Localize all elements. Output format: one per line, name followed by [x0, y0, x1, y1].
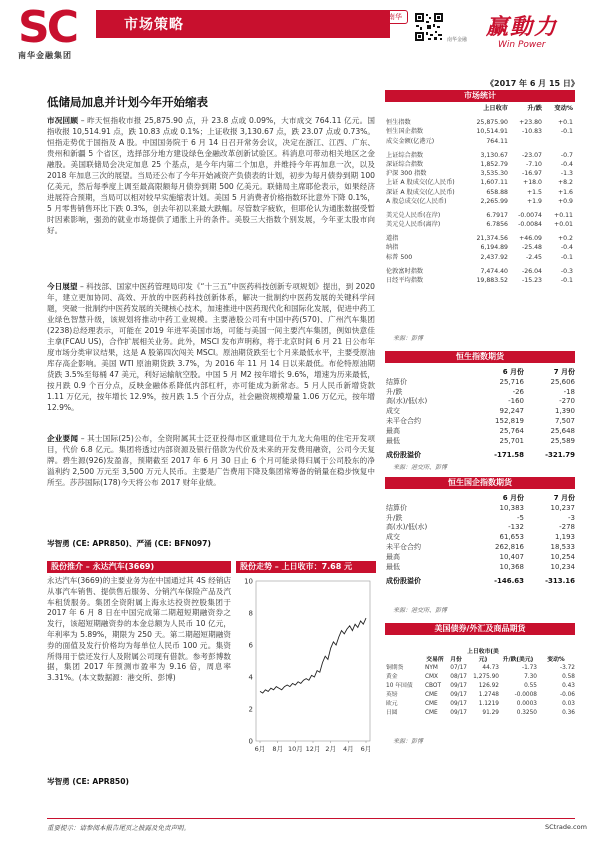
table-cell: 25,716 [499, 377, 524, 386]
table-row [386, 709, 575, 718]
y-tick-label: 8 [248, 609, 253, 618]
table-cell: -0.7 [560, 151, 573, 159]
table-row [386, 691, 575, 700]
x-tick-label: 6月 [360, 745, 372, 753]
table-cell: -16.97 [522, 170, 542, 178]
table-cell: 成份股溢价 [386, 577, 421, 586]
y-tick-label: 2 [248, 705, 253, 714]
table-cell: 07/17 [450, 665, 467, 671]
table-cell: -0.1 [560, 277, 573, 284]
table-cell: 6,194.89 [480, 244, 508, 252]
table-cell: 结算价 [386, 377, 407, 386]
hsi-futures-table [386, 368, 575, 461]
table-cell: 美元兑人民币(在岸) [386, 211, 441, 219]
table-cell: -160 [508, 397, 524, 406]
table-cell: +0.2 [557, 235, 573, 243]
premium-row [386, 577, 575, 587]
table-cell: 欧元 [386, 701, 398, 707]
table-cell: 日圆 [386, 710, 398, 716]
price-series-line [260, 618, 366, 693]
table-cell: 成交 [386, 407, 400, 416]
table-cell: -2.45 [525, 253, 542, 261]
table-cell: 09/17 [450, 710, 467, 716]
table-cell: -321.79 [545, 451, 575, 460]
table-row [386, 504, 575, 514]
table-cell: 126.92 [478, 683, 499, 689]
table-cell: 美元兑人民币(离岸) [386, 221, 441, 229]
table-cell: 道指 [386, 235, 399, 243]
outlook-text: – 科技部、国家中医药管理局印发《“十三五”中医药科技创新专项规划》提出，到 2020 年，建立更加协同、高效、开放的中医药科技创新体系，解决一批制约中医药发展的关键科学问题，突破一批制约中医药发展的关键核心技术，加速推进中医药现代化和国际化发展，促进中药工业绿色智慧升级，该规划将推动中药工业规模。主要港股公司有中国中药(570)、广州汽车集团(2238)总经理表示，可能在 2019 年进军美国市场，可能与美国一间主要汽车集团，例如快意佳主拿(FCAU US)，合作扩展相关业务。此外，MSCI 发布声明称，将于北京时间 6 月 21 日公布年度市场分类审议结果，这是 A 股第四次闯关 MSCI。原油期货跌至七个月来最低水平，主要受原油库存高企影响。美国 WTI 原油期货跌 3.7%，为 2016 年 11 月 14 日以来最低。布伦特原油期货跌 3.5%至每桶 47 美元，利好运输航空股。中国 5 月 M2 按年增长 9.6%，增速为历来最低，按月跌 0.9 个百分点，反映金融体系降低内部杠杆，亦可能成为新常态。5 月人民币新增贷款 1.11 万亿元，按年增长 12.9%，按月跌 1.5 个百分点，社会融资规模增量 1.06 万亿元，按年增 12.9%。 [47, 282, 376, 412]
table-cell: 0.55 [524, 683, 537, 689]
us-futures-table [386, 640, 575, 718]
column-header: 变动% [554, 105, 573, 112]
table-cell: -313.16 [545, 577, 575, 586]
table-cell: 3,535.30 [480, 170, 508, 178]
table-cell: CMX [425, 674, 439, 680]
y-tick-label: 6 [248, 641, 253, 650]
column-header [386, 104, 468, 113]
table-cell: 61,653 [499, 533, 524, 542]
table-row [386, 253, 575, 262]
column-header: 6 月份 [502, 494, 524, 502]
table-row [386, 243, 575, 252]
table-row [386, 664, 575, 673]
column-header: 变动% [547, 657, 565, 663]
plot-frame [256, 581, 370, 741]
footer-site-link[interactable]: SCtrade.com [545, 823, 587, 831]
table-cell: +0.01 [554, 221, 573, 229]
outlook-lead: 今日展望 [47, 282, 78, 291]
x-tick-label: 12月 [305, 745, 321, 753]
table-cell: -1.73 [522, 665, 537, 671]
futures-header-row [386, 494, 575, 504]
column-header: 月份 [450, 657, 462, 663]
corporate-news-text: – 其士国际(25)公布，全资附属其士泛亚投得市区重建局位于九龙大角咀的住宅开发项目，代价 6.8 亿元。集团将透过内部资源及银行借款为代价及未来的开发费用融资，公司今天复牌。碧生源(926)发盈喜，预期截至 2017 年 6 月 30 日止 6 个月可能录得归属于公司股东的净溢利约 2,500 万元至 3,500 万元人民币。主要是广告费用下降及集团常筹备的销量在稳步恢复中所至。莎莎国际(178)今天将公布 2017 财年业绩。 [47, 434, 375, 487]
table-cell: 7,507 [554, 416, 575, 425]
hsi-futures-source: 来源：港交所、彭博 [393, 464, 448, 471]
table-cell: -15.23 [522, 277, 542, 284]
table-cell: 44.73 [482, 665, 499, 671]
footer-disclaimer: 重要提示：请参阅本报告尾页之披露及免责声明。 [47, 824, 190, 832]
x-tick-label: 6月 [254, 745, 266, 753]
table-cell: 升/跌 [386, 387, 403, 396]
us-futures-source: 来源：彭博 [393, 738, 424, 745]
table-cell: -0.0084 [518, 221, 542, 229]
table-cell: 升/跌 [386, 513, 403, 522]
table-cell: 3,130.67 [480, 151, 508, 159]
stock-price-chart [236, 575, 376, 765]
stock-recommendation-text: 永达汽车(3669)的主要业务为在中国通过其 4S 经销店从事汽车销售、提供售后服务、分销汽车保险产品及汽车租赁服务。集团全资附属上海永达投资控股集团于 2017 年 6 月 8 日在中国完成第二期超短期融资券之发行，该超短期融资券的本金总额为人民币 10 亿元，年利率为 5.89%，期限为 250 天。第二期超短期融资券的面值及发行价格均为每单位人民币 100 元。集资所得用于偿还发行人及附属公司现有借款。参考彭博数据，集团 2017 年预测市盈率为 9.16 倍，周息率 3.31%。(本文数据源：港交所、彭博) [47, 576, 232, 683]
table-cell: CBOT [425, 683, 442, 689]
table-cell: 6.7856 [486, 221, 508, 229]
column-header: 升/跌 [527, 105, 542, 112]
table-cell: -171.58 [494, 451, 524, 460]
table-cell [542, 137, 573, 146]
table-cell: 25,606 [550, 377, 575, 386]
x-tick-label: 2月 [325, 745, 336, 753]
market-review-text: – 昨天恒指收市报 25,875.90 点，升 23.8 点或 0.09%，大市成交 764.11 亿元。国指收报 10,514.91 点，跌 10.83 点或 0.1%；上证收报 3,130.67 点，跌 23.07 点或 0.73%。恒指走势优于国指及 A 股。中国国务院于 6 月 14 日召开常务会议，决定在浙江、江西、广东、贵州和新疆 5 个省区，选择部分地方建设绿色金融改革创新试验区。科消息可带动相关地区之金融股。美国联储局会决定加息 25 个基点，是今年内第二个加息，并维持今年再加息一次，以及 2018 年加息三次的展望。当局还公布了今年开始减资产负债表的计划，初步为每月债券到期 100 亿美元，然后每季度上调至最高限额每月债券到期 500 亿美元。联储局主席耶伦表示，如果经济进展符合预期，当局可以相对较早实施缩表计划。美国 5 月消费者价格指数环比意外下降 0.1%，5 月零售销售环比下跌 0.3%，创去年初以来最大跌幅。尽管数字疲软，但耶伦认为通胀数据受暂时因素影响，强劲的就业市场提供了通胀上升的条件。美股三大指数个别发展，今年亚太股市向好。 [47, 116, 375, 235]
column-header [386, 494, 472, 504]
table-row [386, 118, 575, 127]
table-cell: 0.0003 [516, 701, 537, 707]
table-cell: 黄金 [386, 674, 398, 680]
premium-row [386, 451, 575, 461]
table-cell: 成份股溢价 [386, 451, 421, 460]
table-cell: -25.48 [522, 244, 542, 252]
table-cell: 上证综合指数 [386, 151, 424, 159]
table-cell: 6.7917 [486, 211, 508, 219]
table-cell: 08/17 [450, 674, 467, 680]
table-cell: 09/17 [450, 692, 467, 698]
table-row [386, 388, 575, 398]
table-cell: 262,816 [495, 542, 524, 551]
table-cell: 恒生国企指数 [386, 128, 424, 136]
table-cell: 1.1219 [478, 701, 499, 707]
table-cell: 成交 [386, 533, 400, 542]
qr-label: 南华金融 [447, 37, 468, 43]
corporate-news-paragraph [47, 433, 375, 488]
market-stats-header: 市场统计 [385, 90, 575, 102]
table-cell: -10.83 [522, 128, 542, 136]
table-cell: 1.2748 [478, 692, 499, 698]
table-row [386, 220, 575, 229]
table-cell: 高(水)/低(水) [386, 397, 428, 406]
table-cell: 纳指 [386, 244, 399, 252]
table-cell: -132 [508, 523, 524, 532]
table-cell: -0.1 [560, 253, 573, 261]
report-date: 《2017 年 6 月 15 日》 [486, 79, 579, 88]
table-cell: +1.9 [526, 197, 542, 205]
table-cell: 沪深 300 指数 [386, 170, 427, 178]
table-row [386, 417, 575, 427]
table-cell: 最高 [386, 426, 400, 435]
table-cell: 92,247 [499, 407, 524, 416]
table-cell: -3.72 [560, 665, 575, 671]
table-cell: CME [425, 710, 438, 716]
table-cell: -0.06 [560, 692, 575, 698]
table-row [386, 533, 575, 543]
win-power-en: Win Power [498, 40, 546, 50]
table-row [386, 234, 575, 243]
table-row [386, 211, 575, 220]
table-cell: -18 [563, 387, 575, 396]
table-cell: 1,275.90 [473, 674, 499, 680]
table-cell [508, 137, 542, 146]
table-cell: 658.88 [486, 188, 508, 196]
table-cell: +23.80 [519, 119, 542, 127]
table-cell: 未平仓合约 [386, 542, 421, 551]
table-cell: 高(水)/低(水) [386, 523, 428, 532]
table-cell: -0.0008 [514, 692, 537, 698]
table-row [386, 267, 575, 276]
table-cell: -7.10 [525, 160, 542, 168]
futures-header-row [386, 368, 575, 378]
table-cell: 10,383 [499, 503, 524, 512]
table-cell: 成交金额(亿港元) [386, 137, 435, 145]
table-cell: +0.11 [554, 211, 573, 219]
table-cell: 10,234 [550, 562, 575, 571]
table-row [386, 137, 575, 146]
table-cell: 铜期货 [386, 665, 404, 671]
table-cell: CME [425, 692, 438, 698]
qr-code-icon [414, 12, 444, 42]
table-cell: +46.09 [519, 235, 542, 243]
table-row [386, 437, 575, 447]
table-cell: 152,819 [495, 416, 524, 425]
table-cell: +0.1 [557, 119, 573, 127]
table-cell: 结算价 [386, 503, 407, 512]
table-cell: 伦敦富时指数 [386, 267, 424, 275]
section-title: 市场策略 [124, 17, 184, 33]
table-cell: 09/17 [450, 683, 467, 689]
table-cell: 未平仓合约 [386, 416, 421, 425]
table-cell: 764.11 [486, 137, 508, 145]
table-cell: 2,437.92 [480, 253, 508, 261]
table-cell: 7.30 [524, 674, 537, 680]
x-tick-label: 10月 [287, 745, 303, 753]
corporate-news-lead: 企业要闻 [47, 434, 79, 443]
table-cell: -0.1 [560, 128, 573, 136]
table-cell: 25,701 [499, 436, 524, 445]
table-cell: 1,390 [554, 407, 575, 416]
table-cell: -5 [517, 513, 524, 522]
table-cell: 10,254 [550, 552, 575, 561]
table-row [386, 397, 575, 407]
us-futures-header: 美国债券/外汇及商品期货 [385, 623, 575, 635]
table-cell: 10,514.91 [476, 128, 508, 136]
table-cell: -26 [512, 387, 524, 396]
table-row [386, 378, 575, 388]
table-cell: 0.58 [562, 674, 575, 680]
x-tick-label: 4月 [343, 745, 354, 753]
table-row [386, 543, 575, 553]
y-tick-label: 4 [248, 673, 253, 682]
table-cell: 0.36 [562, 710, 575, 716]
table-cell: -278 [559, 523, 575, 532]
market-stats-table [386, 104, 575, 285]
table-row [386, 127, 575, 136]
table-row [386, 151, 575, 160]
table-cell: -0.4 [560, 160, 573, 168]
table-cell: -3 [568, 513, 575, 522]
table-row [386, 553, 575, 563]
table-row [386, 673, 575, 682]
table-cell: +18.0 [523, 179, 542, 187]
table-cell: CME [425, 701, 438, 707]
us-futures-header-row [386, 640, 575, 664]
table-cell: -0.4 [560, 244, 573, 252]
win-power-cn: 赢動力 [486, 15, 559, 40]
table-row [386, 682, 575, 691]
column-header: 上日收市(美元) [467, 649, 499, 663]
table-row [386, 188, 575, 197]
table-cell: 1,852.79 [480, 160, 508, 168]
market-stats-source: 来源：彭博 [393, 335, 424, 342]
hscei-futures-source: 来源：港交所、彭博 [393, 607, 448, 614]
brand-badge: 南华 [382, 10, 408, 24]
table-row [386, 169, 575, 178]
table-cell: -146.63 [494, 577, 524, 586]
table-cell: 1,607.11 [480, 179, 508, 187]
table-cell: NYM [425, 665, 438, 671]
table-cell: +0.9 [557, 197, 573, 205]
table-row [386, 197, 575, 206]
table-cell: 09/17 [450, 701, 467, 707]
table-cell: 0.3250 [516, 710, 537, 716]
column-header: 交易所 [426, 657, 444, 663]
table-cell: 上证 A 股成交(亿人民币) [386, 179, 455, 187]
table-cell: 日经平均指数 [386, 277, 424, 284]
outlook-paragraph [47, 281, 375, 413]
table-row [386, 276, 575, 285]
market-review-lead: 市况回顾 [47, 116, 79, 125]
table-cell: 10,368 [499, 562, 524, 571]
market-stats-header-row [386, 104, 575, 113]
table-cell: 10,407 [499, 552, 524, 561]
table-cell: +1.6 [557, 188, 573, 196]
recommendation-author: 岑智勇 (CE: APR850) [47, 777, 129, 786]
authors: 岑智勇 (CE: APR850)、严涌 (CE: BFN097) [47, 539, 211, 548]
table-cell: -0.0074 [518, 211, 542, 219]
report-header [0, 0, 595, 70]
column-header: 升/跌(美元) [502, 657, 534, 663]
table-cell: 2,265.99 [480, 197, 508, 205]
table-cell: 10,237 [550, 503, 575, 512]
table-row [386, 160, 575, 169]
table-cell: 深证 A 股成交(亿人民币) [386, 188, 455, 196]
table-cell: 19,883.52 [476, 277, 508, 284]
table-cell: 0.43 [562, 683, 575, 689]
hsi-futures-header: 恒生指数期货 [385, 351, 575, 363]
table-cell: 25,875.90 [476, 119, 508, 127]
column-header [386, 368, 472, 378]
table-row [386, 427, 575, 437]
column-header: 7 月份 [553, 368, 575, 376]
table-cell: -0.3 [560, 267, 573, 275]
table-cell: 25,648 [550, 426, 575, 435]
table-cell: 标普 500 [386, 253, 413, 261]
table-cell: 25,589 [550, 436, 575, 445]
column-header: 7 月份 [553, 494, 575, 502]
table-cell: 91.29 [482, 710, 499, 716]
table-cell: 最高 [386, 552, 400, 561]
company-name: 南华金融集团 [18, 51, 72, 60]
market-review-paragraph [47, 115, 375, 236]
table-cell: A 股总成交(亿人民币) [386, 197, 447, 205]
table-cell: -1.3 [560, 170, 573, 178]
table-cell: 0.03 [562, 701, 575, 707]
footer-divider [47, 818, 575, 819]
table-cell: 最低 [386, 436, 400, 445]
table-cell: 10 年国债 [386, 683, 413, 689]
table-cell: -270 [559, 397, 575, 406]
table-cell: 恒生指数 [386, 119, 411, 127]
column-header: 6 月份 [502, 368, 524, 376]
table-row [386, 514, 575, 524]
headline: 低储局加息并计划今年开始缩表 [47, 95, 208, 109]
table-cell: +1.5 [526, 188, 542, 196]
table-cell: -26.04 [522, 267, 542, 275]
table-cell: 1,193 [554, 533, 575, 542]
table-row [386, 178, 575, 187]
table-row [386, 407, 575, 417]
company-logo [18, 2, 102, 53]
table-row [386, 523, 575, 533]
stock-recommendation-header: 股份推介 – 永达汽车(3669) [47, 561, 231, 573]
table-cell: 25,764 [499, 426, 524, 435]
hscei-futures-table [386, 494, 575, 587]
column-header: 上日收市 [483, 105, 508, 112]
table-cell: 深证综合指数 [386, 160, 424, 168]
table-cell: 21,374.56 [476, 235, 508, 243]
hscei-futures-header: 恒生国企指数期货 [385, 477, 575, 489]
table-cell: 英镑 [386, 692, 398, 698]
x-tick-label: 8月 [272, 745, 283, 753]
logo-sc-mark: SC [18, 2, 76, 53]
table-cell: 7,474.40 [480, 267, 508, 275]
stock-chart-header: 股份走势 – 上日收市：7.68 元 [236, 561, 376, 573]
y-tick-label: 0 [248, 737, 253, 746]
win-power-logo [470, 8, 580, 52]
table-cell: 最低 [386, 562, 400, 571]
y-tick-label: 10 [244, 577, 253, 586]
table-cell: +8.2 [557, 179, 573, 187]
table-row [386, 563, 575, 573]
table-cell: 18,533 [550, 542, 575, 551]
table-cell: -23.07 [522, 151, 542, 159]
table-row [386, 700, 575, 709]
